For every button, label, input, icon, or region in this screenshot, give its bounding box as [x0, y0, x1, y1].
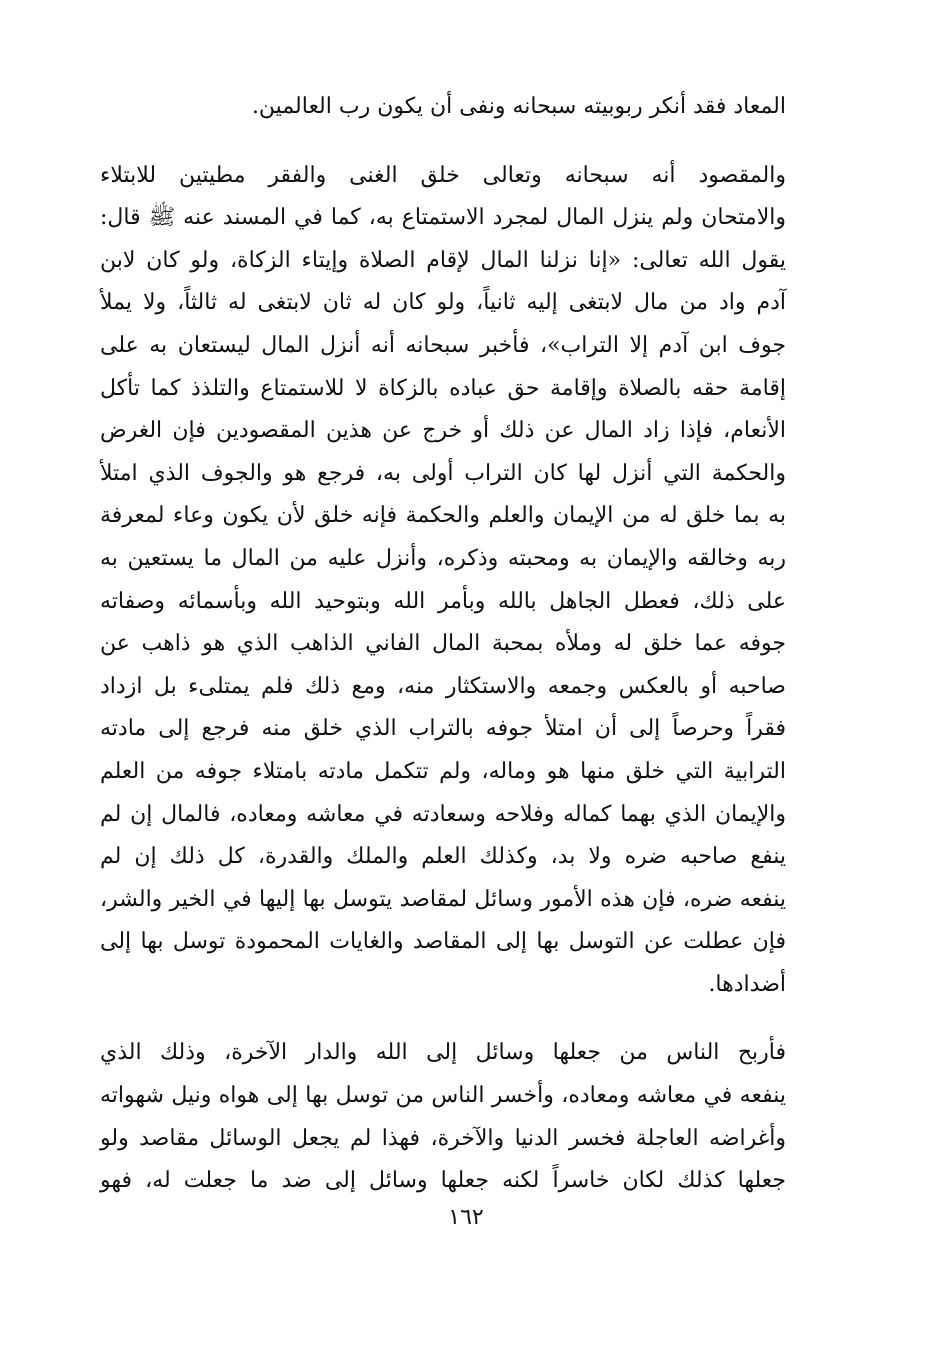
- text-line: فأربح الناس من جعلها وسائل إلى الله والدار الآخرة، وذلك الذي: [100, 1040, 786, 1066]
- page-number: ١٦٢: [448, 1205, 484, 1230]
- text-line: جوف ابن آدم إلا التراب»، فأخبر سبحانه أنه أنزل المال ليستعان به على: [100, 332, 786, 358]
- text-line: جوفه عما خلق له وملأه بمحبة المال الفاني الذاهب الذي هو ذاهب عن: [100, 631, 786, 657]
- text-line: والإيمان الذي بهما كماله وفلاحه وسعادته في معاشه ومعاده، فالمال إن لم: [100, 801, 786, 827]
- paragraph-gap: [100, 1006, 786, 1032]
- text-line: الترابية التي خلق منها هو وماله، ولم تتكمل مادته بامتلاء جوفه من العلم: [100, 758, 786, 784]
- text-line: فإن عطلت عن التوسل بها إلى المقاصد والغايات المحمودة توسل بها إلى: [100, 929, 787, 955]
- paragraph-2: [100, 155, 786, 1007]
- text-line: آدم واد من مال لابتغى إليه ثانياً، ولو كان له ثان لابتغى له ثالثاً، ولا يملأ: [100, 290, 786, 316]
- text-line: والامتحان ولم ينزل المال لمجرد الاستمتاع به، كما في المسند عنه ﷺ قال:: [100, 205, 786, 231]
- text-line: ينفعه في معاشه ومعاده، وأخسر الناس من توسل بها إلى هواه ونيل شهواته: [100, 1083, 786, 1109]
- paragraph-3: [100, 1032, 786, 1202]
- paragraph-1: [100, 86, 786, 129]
- text-line: إقامة حقه بالصلاة وإقامة حق عباده بالزكاة لا للاستمتاع والتلذذ كما تأكل: [100, 375, 786, 401]
- text-line: به بما خلق له من الإيمان والعلم والحكمة فإنه خلق لأن يكون وعاء لمعرفة: [100, 503, 786, 529]
- text-line: أضدادها.: [708, 971, 786, 997]
- paragraph-gap: [100, 129, 786, 155]
- text-line: وأغراضه العاجلة فخسر الدنيا والآخرة، فهذا لم يجعل الوسائل مقاصد ولو: [100, 1125, 786, 1151]
- text-line: جعلها كذلك لكان خاسراً لكنه جعلها وسائل إلى ضد ما جعلت له، فهو: [100, 1168, 786, 1194]
- text-line: يقول الله تعالى: «إنا نزلنا المال لإقام الصلاة وإيتاء الزكاة، ولو كان لابن: [100, 247, 786, 273]
- text-line: والحكمة التي أنزل لها كان التراب أولى به، فرجع هو والجوف الذي امتلأ: [100, 460, 786, 486]
- text-line: ينفعه ضره، فإن هذه الأمور وسائل لمقاصد يتوسل بها إليها في الخير والشر،: [100, 886, 786, 912]
- text-line: على ذلك، فعطل الجاهل بالله وبأمر الله وبتوحيد الله وبأسمائه وصفاته: [100, 588, 786, 614]
- text-line: فقراً وحرصاً إلى أن امتلأ جوفه بالتراب الذي خلق منه فرجع إلى مادته: [100, 716, 786, 742]
- page-body: [100, 86, 786, 1203]
- text-line: ينفع صاحبه ضره ولا بد، وكذلك العلم والملك والقدرة، كل ذلك إن لم: [100, 844, 786, 870]
- text-line: صاحبه أو بالعكس وجمعه والاستكثار منه، ومع ذلك فلم يمتلىء بل ازداد: [100, 673, 786, 699]
- text-line: ربه وخالقه والإيمان به ومحبته وذكره، وأنزل عليه من المال ما يستعين به: [100, 545, 786, 571]
- text-line: المعاد فقد أنكر ربوبيته سبحانه ونفى أن يكون رب العالمين.: [251, 94, 786, 119]
- text-line: الأنعام، فإذا زاد المال عن ذلك أو خرج عن هذين المقصودين فإن الغرض: [100, 418, 786, 444]
- text-line: والمقصود أنه سبحانه وتعالى خلق الغنى والفقر مطيتين للابتلاء: [100, 162, 786, 188]
